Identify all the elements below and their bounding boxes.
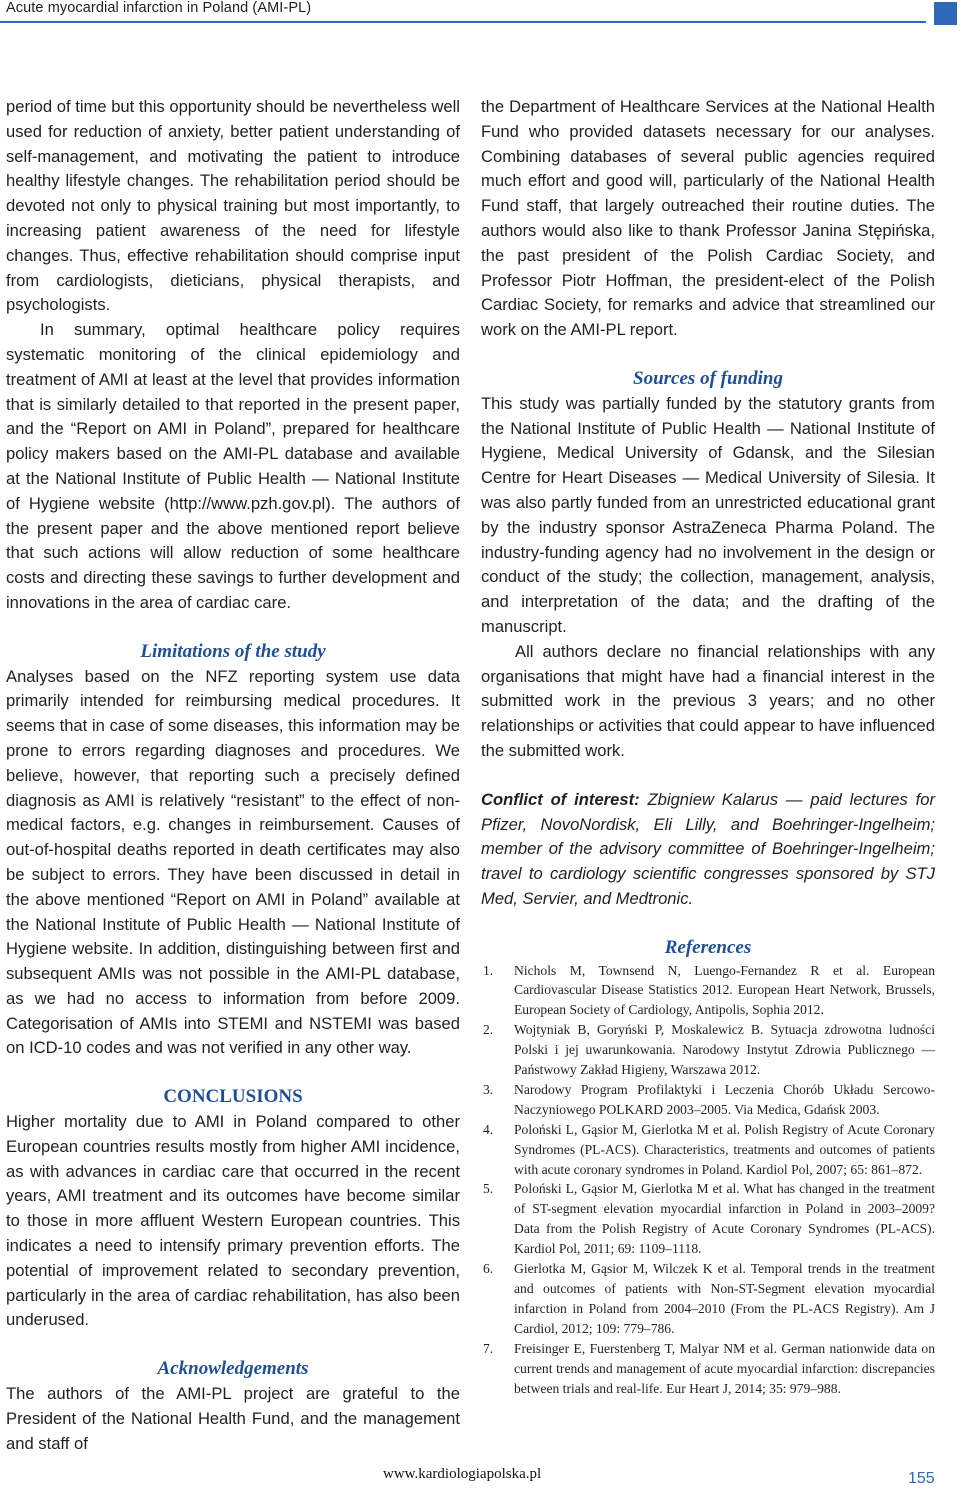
- header-rule: [0, 21, 926, 23]
- limitations-heading: Limitations of the study: [140, 640, 326, 662]
- limitations-paragraph: Analyses based on the NFZ reporting system use data primarily intended for reimbursing medical procedures. It seems that in case of some diseases, this information may be prone to errors regarding diagnoses and procedures. We believe, however, that reporting such a precisely defined diagnosis as AMI is relatively “resistant” to the effect of non-medical factors, e.g. changes in reimbursement. Causes of out-of-hospital deaths reported in death certificates may also be subject to errors. They have been discussed in detail in the above mentioned “Report on AMI in Poland” available at the National Institute of Public Health — National Institute of Hygiene website. In addition, distinguishing between first and subsequent AMIs was not possible in the AMI-PL database, as we had no access to information from before 2009. Categorisation of AMIs into STEMI and NSTEMI was based on ICD-10 codes and was not verified in any other way.: [6, 666, 460, 1058]
- rehabilitation-paragraph: period of time but this opportunity should be nevertheless well used for reduction of anxiety, better patient understanding of self-management, and motivating the patient to introduce healthy lifestyle changes. The rehabilitation period should be devoted not only to physical training but most importantly, to increasing patient awareness of the need for lifestyle changes. Thus, effective rehabilitation should comprise input from cardiologists, dieticians, physical therapists, and psychologists.: [6, 97, 460, 315]
- references-heading: References: [664, 936, 752, 958]
- reference-item: 7. Freisinger E, Fuerstenberg T, Malyar NM et al. German nationwide data on current trends and management of acute myocardial infarction: discrepancies between trials and real-life. Eur Heart J, 2014; 35: 979–988.: [483, 1340, 935, 1396]
- reference-item: 3. Narodowy Program Profilaktyki i Leczenia Chorób Układu Sercowo-Naczyniowego POLKARD 2003–2005. Via Medica, Gdańsk 2003.: [483, 1081, 935, 1117]
- reference-item: 4. Poloński L, Gąsior M, Gierlotka M et al. Polish Registry of Acute Coronary Syndromes (PL-ACS). Characteristics, treatments and outcomes of patients with acute coronary syndromes in Poland. Kardiol Pol, 2007; 65: 861–872.: [483, 1121, 935, 1177]
- acknowledgements-heading: Acknowledgements: [157, 1358, 309, 1380]
- acknowledgements-continued: the Department of Healthcare Services at the National Health Fund who provided datasets necessary for our analyses. Combining databases of several public agencies required much effort and good will, particularly of the National Health Fund staff, that largely outreached their routine duties. The authors would also like to thank Professor Janina Stępińska, the past president of the Polish Cardiac Society, and Professor Piotr Hoffman, the president-elect of the Polish Cardiac Society, for remarks and advice that streamlined our work on the AMI-PL report.: [481, 97, 935, 340]
- running-title: Acute myocardial infarction in Poland (AMI-PL): [6, 0, 312, 16]
- conflict-text: Zbigniew Kalarus — paid lectures for Pfizer, NovoNordisk, Eli Lilly, and Boehringer-Ingelheim; member of the advisory committee of Boehringer-Ingelheim; travel to cardiology scientific congresses sponsored by STJ Med, Servier, and Medtronic.: [481, 789, 935, 908]
- page-number: 155: [908, 1470, 935, 1487]
- left-column: [6, 95, 460, 1456]
- funding-heading: Sources of funding: [633, 367, 783, 389]
- conflict-label: Conflict of interest:: [481, 789, 640, 809]
- right-column: [481, 95, 935, 1398]
- header-square-decoration: [934, 2, 957, 25]
- conflict-of-interest: [481, 788, 935, 912]
- reference-list: [481, 961, 935, 1399]
- conclusions-paragraph: Higher mortality due to AMI in Poland compared to other European countries results mostly from higher AMI incidence, as with advances in cardiac care that occurred in the recent years, AMI treatment and its outcomes have become similar to those in more affluent Western European countries. This indicates a need to intensify primary prevention efforts. The potential of improvement related to secondary prevention, particularly in the area of cardiac rehabilitation, has also been underused.: [6, 1112, 460, 1330]
- reference-item: 1. Nichols M, Townsend N, Luengo-Fernandez R et al. European Cardiovascular Disease Statistics 2012. European Heart Network, Brussels, European Society of Cardiology, Antipolis, Sophia 2012.: [483, 962, 935, 1018]
- journal-website-link[interactable]: www.kardiologiapolska.pl: [383, 1466, 542, 1482]
- reference-item: 5. Poloński L, Gąsior M, Gierlotka M et al. What has changed in the treatment of ST-segment elevation myocardial infarction in Poland in 2003–2009? Data from the Polish Registry of Acute Coronary Syndromes (PL-ACS). Kardiol Pol, 2011; 69: 1109–1118.: [483, 1181, 935, 1257]
- reference-item: 6. Gierlotka M, Gąsior M, Wilczek K et al. Temporal trends in the treatment and outcomes of patients with Non-ST-Segment elevation myocardial infarction in Poland from 2004–2010 (From the PL-ACS Registry). Am J Cardiol, 2012; 109: 779–786.: [483, 1261, 935, 1336]
- funding-paragraph: This study was partially funded by the statutory grants from the National Institute of Public Health — National Institute of Hygiene, Medical University of Gdansk, and the Silesian Centre for Heart Diseases — Medical University of Silesia. It was also partly funded from an unrestricted educational grant by the industry sponsor AstraZeneca Pharma Poland. The industry-funding agency had no involvement in the design or conduct of the study; the collection, management, analysis, and interpretation of the data; and the drafting of the manuscript.: [481, 393, 935, 636]
- summary-paragraph: In summary, optimal healthcare policy requires systematic monitoring of the clinical epidemiology and treatment of AMI at least at the level that provides information that is similarly detailed to that reported in the present paper, and the “Report on AMI in Poland”, prepared for healthcare policy makers based on the AMI-PL database and available at the National Institute of Public Health — National Institute of Hygiene website (http://www.pzh.gov.pl). The authors of the present paper and the above mentioned report believe that such actions will allow reduction of some healthcare costs and directing these savings to further development and innovations in the area of cardiac care.: [6, 320, 460, 612]
- acknowledgements-paragraph: The authors of the AMI-PL project are grateful to the President of the National Health Fund, and the management and staff of: [6, 1384, 460, 1453]
- reference-item: 2. Wojtyniak B, Goryński P, Moskalewicz B. Sytuacja zdrowotna ludności Polski i jej uwarunkowania. Narodowy Instytut Zdrowia Publicznego — Państwowy Zakład Higieny, Warszawa 2012.: [483, 1022, 935, 1078]
- running-header: [0, 0, 960, 28]
- conclusions-heading: CONCLUSIONS: [163, 1086, 303, 1108]
- financial-disclosure-paragraph: All authors declare no financial relationships with any organisations that might have had a financial interest in the submitted work in the previous 3 years; and no other relationships or activities that could appear to have influenced the submitted work.: [481, 641, 935, 760]
